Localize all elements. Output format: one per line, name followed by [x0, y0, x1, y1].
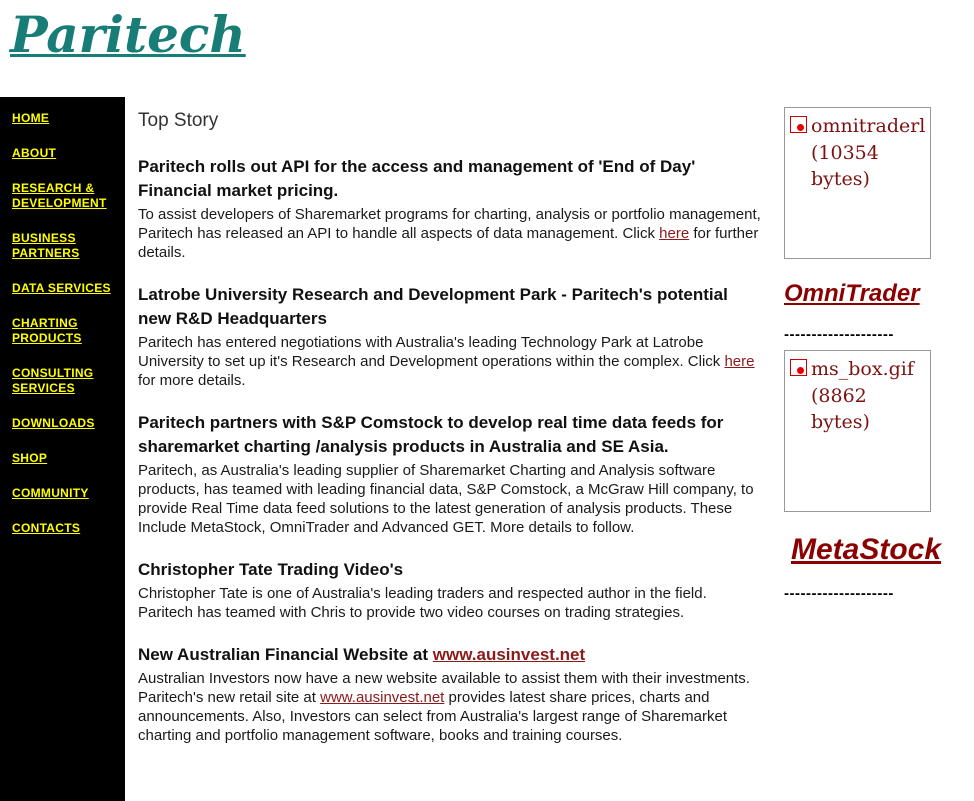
- image-alt-text: omnitraderl (10354 bytes): [811, 115, 926, 191]
- broken-image-omnitrader[interactable]: [784, 107, 931, 259]
- sidebar-item-shop[interactable]: SHOP: [12, 451, 48, 465]
- article-body: To assist developers of Sharemarket programs for charting, analysis or portfolio management, Paritech has released an API to handle all aspects of data management. Click here for further details.: [138, 206, 761, 261]
- article-body: Paritech has entered negotiations with Australia's leading Technology Park at Latrobe University to set up it's Research and Development operations within the complex. Click here for more details.: [138, 334, 755, 389]
- article-headline: Paritech partners with S&P Comstock to develop real time data feeds for sharemarket charting /analysis products in Australia and SE Asia.: [138, 413, 724, 456]
- article-christopher-tate: [138, 558, 762, 622]
- inline-link[interactable]: here: [659, 225, 690, 242]
- sidebar-nav: [0, 97, 125, 801]
- article-body: Christopher Tate is one of Australia's leading traders and respected author in the field. Paritech has teamed with Chris to provide two video courses on trading strategies.: [138, 585, 707, 621]
- sidebar-item-downloads[interactable]: DOWNLOADS: [12, 416, 95, 430]
- sidebar-item-data-services[interactable]: DATA SERVICES: [12, 281, 111, 295]
- dashed-divider: --------------------: [784, 326, 894, 343]
- article-body: Australian Investors now have a new website available to assist them with their investments. Paritech's new retail site at www.ausinvest.net provides latest share prices, charts and announcements. Also, Investors can select from Australia's largest range of Sharemarket charting and portfolio management software, books and training courses.: [138, 670, 750, 744]
- dashed-divider: --------------------: [784, 585, 894, 602]
- sidebar-item-consulting-services[interactable]: CONSULTING SERVICES: [12, 366, 94, 395]
- sidebar-item-contacts[interactable]: CONTACTS: [12, 521, 81, 535]
- article-ausinvest: [138, 643, 762, 745]
- article-api-release: [138, 155, 762, 262]
- article-headline: Christopher Tate Trading Video's: [138, 560, 404, 579]
- section-title: Top Story: [138, 110, 219, 131]
- article-headline: Paritech rolls out API for the access and management of 'End of Day' Financial market pricing.: [138, 157, 696, 200]
- inline-link[interactable]: www.ausinvest.net: [320, 689, 445, 706]
- article-headline: Latrobe University Research and Development Park - Paritech's potential new R&D Headquarters: [138, 285, 728, 328]
- sidebar-item-home[interactable]: HOME: [12, 111, 50, 125]
- sidebar-item-business-partners[interactable]: BUSINESS PARTNERS: [12, 231, 80, 260]
- sidebar-item-community[interactable]: COMMUNITY: [12, 486, 89, 500]
- inline-link[interactable]: here: [724, 353, 755, 370]
- paritech-logo[interactable]: Paritech: [10, 5, 246, 64]
- article-headline: New Australian Financial Website at www.ausinvest.net: [138, 645, 586, 664]
- article-sp-comstock: [138, 411, 762, 537]
- main-content: [138, 111, 762, 766]
- broken-image-metastock[interactable]: [784, 350, 931, 512]
- inline-link[interactable]: www.ausinvest.net: [432, 645, 586, 664]
- article-latrobe-university: [138, 283, 762, 390]
- sidebar-item-about[interactable]: ABOUT: [12, 146, 57, 160]
- broken-image-icon: [790, 116, 807, 133]
- right-column: [784, 107, 974, 601]
- article-body: Paritech, as Australia's leading supplier of Sharemarket Charting and Analysis software products, has teamed with leading financial data, S&P Comstock, a McGraw Hill company, to provide Real Time data feed solutions to the latest generation of analysis products. These Include MetaStock, OmniTrader and Advanced GET. More details to follow.: [138, 462, 754, 536]
- metastock-link[interactable]: MetaStock: [791, 533, 942, 566]
- omnitrader-link[interactable]: OmniTrader: [784, 280, 920, 307]
- sidebar-item-charting-products[interactable]: CHARTING PRODUCTS: [12, 316, 82, 345]
- image-alt-text: ms_box.gif (8862 bytes): [811, 358, 914, 434]
- sidebar-item-research-development[interactable]: RESEARCH & DEVELOPMENT: [12, 181, 107, 210]
- broken-image-icon: [790, 359, 807, 376]
